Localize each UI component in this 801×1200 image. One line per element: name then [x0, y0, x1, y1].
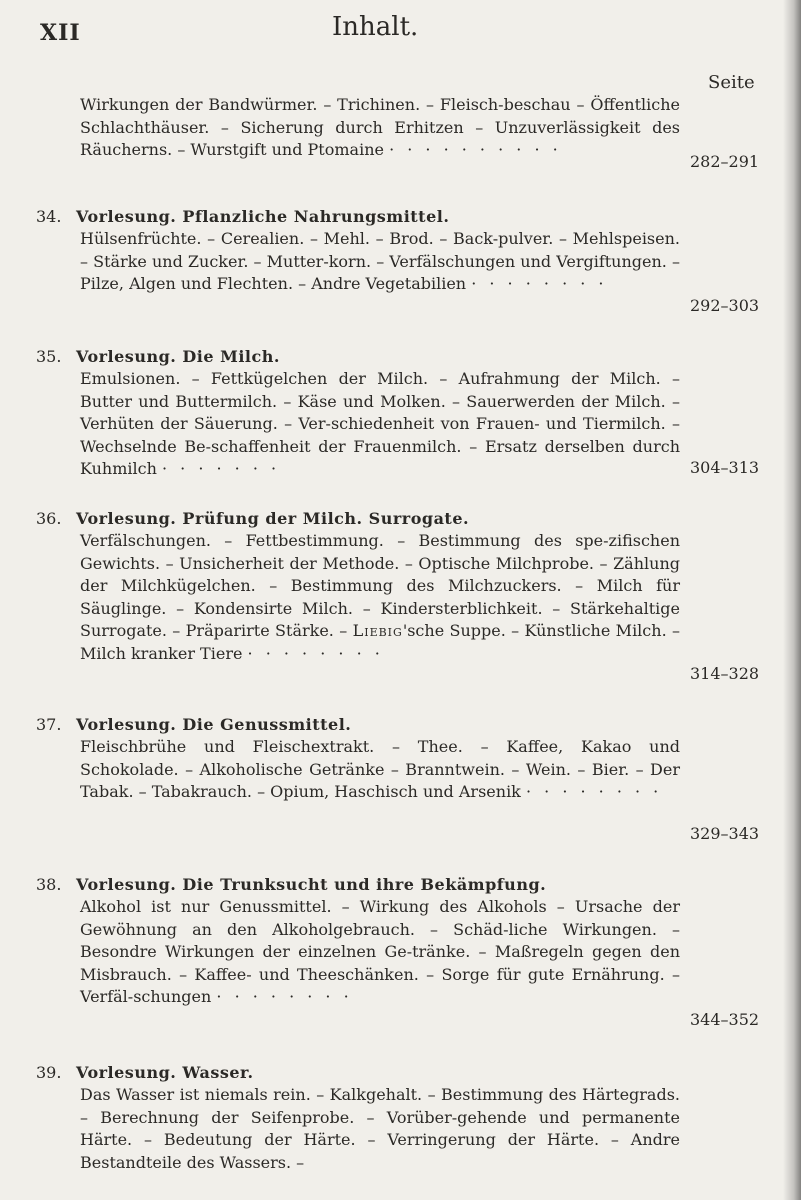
toc-entry-37	[36, 714, 680, 804]
page-edge-shadow	[783, 0, 801, 1200]
entry-body: Alkohol ist nur Genussmittel. – Wirkung des Alkohols – Ursache der Gewöhnung an den Alkoholgebrauch. – Schäd-liche Wirkungen. – Besondre Wirkungen der einzelnen Ge-tränke. – Maßregeln gegen den Misbrauch. – Kaffee- und Theeschänken. – Sorge für gute Ernährung. – Verfäl-schungen · · · · · · · ·	[80, 897, 680, 1007]
toc-entry-34	[36, 206, 680, 296]
entry-number: 38.	[36, 875, 62, 894]
entry-pages: 282–291	[690, 152, 760, 171]
entry-body: Das Wasser ist niemals rein. – Kalkgehalt. – Bestimmung des Härtegrads. – Berechnung der Seifenprobe. – Vorüber-gehende und permanente Härte. – Bedeutung der Härte. – Verringerung der Härte. – Andre Bestandteile des Wassers. –	[80, 1085, 680, 1172]
entry-heading: 39. Vorlesung. Wasser.	[36, 1063, 254, 1082]
entry-pages: 292–303	[690, 296, 760, 315]
toc-entry-35	[36, 346, 680, 481]
entry-number: 36.	[36, 509, 62, 528]
entry-heading: 36. Vorlesung. Prüfung der Milch. Surrogate.	[36, 509, 470, 528]
running-title: Inhalt.	[332, 12, 419, 42]
entry-pages: 304–313	[690, 458, 760, 477]
entry-body: Wirkungen der Bandwürmer. – Trichinen. – Fleisch-beschau – Öffentliche Schlachthäuser. – Sicherung durch Erhitzen – Unzuverlässigkeit des Räucherns. – Wurstgift und Ptomaine · · · · · · · · · ·	[80, 95, 680, 160]
entry-body: Fleischbrühe und Fleischextrakt. – Thee. – Kaffee, Kakao und Schokolade. – Alkoholische Getränke – Branntwein. – Wein. – Bier. – Der Tabak. – Tabakrauch. – Opium, Haschisch und Arsenik · · · · · · · ·	[80, 737, 680, 802]
entry-pages: 314–328	[690, 664, 760, 683]
entry-body: Emulsionen. – Fettkügelchen der Milch. – Aufrahmung der Milch. – Butter und Buttermilch. – Käse und Molken. – Sauerwerden der Milch. – Verhüten der Säuerung. – Ver-schiedenheit von Frauen- und Tiermilch. – Wechselnde Be-schaffenheit der Frauenmilch. – Ersatz derselben durch Kuhmilch · · · · · · ·	[80, 369, 680, 479]
page-folio: XII	[40, 20, 81, 46]
entry-number: 34.	[36, 207, 62, 226]
liebig-small-caps: Liebig	[352, 621, 403, 641]
entry-number: 37.	[36, 715, 62, 734]
entry-pages: 344–352	[690, 1010, 760, 1029]
toc-entry-continuation	[80, 94, 680, 162]
pages-column-label: Seite	[708, 72, 755, 93]
entry-number: 39.	[36, 1063, 62, 1082]
toc-entry-38	[36, 874, 680, 1009]
entry-body: Hülsenfrüchte. – Cerealien. – Mehl. – Brod. – Back-pulver. – Mehlspeisen. – Stärke und Zucker. – Mutter-korn. – Verfälschungen und Vergiftungen. – Pilze, Algen und Flechten. – Andre Vegetabilien · · · · · · · ·	[80, 229, 680, 294]
entry-heading: 38. Vorlesung. Die Trunksucht und ihre Bekämpfung.	[36, 875, 547, 894]
entry-number: 35.	[36, 347, 62, 366]
entry-pages: 329–343	[690, 824, 760, 843]
entry-heading: 35. Vorlesung. Die Milch.	[36, 347, 280, 366]
toc-entry-39	[36, 1062, 680, 1174]
entry-heading: 34. Vorlesung. Pflanzliche Nahrungsmittel.	[36, 207, 450, 226]
entry-heading: 37. Vorlesung. Die Genussmittel.	[36, 715, 352, 734]
toc-entry-36	[36, 508, 681, 666]
entry-body: Verfälschungen. – Fettbestimmung. – Bestimmung des spe-zifischen Gewichts. – Unsicherheit der Methode. – Optische Milchprobe. – Zählung der Milchkügelchen. – Bestimmung des Milchzuckers. – Milch für Säuglinge. – Kondensirte Milch. – Kindersterblichkeit. – Stärkehaltige Surrogate. – Präparirte Stärke. – Liebig'sche Suppe. – Künstliche Milch. – Milch kranker Tiere · · · · · · · ·	[80, 531, 681, 663]
